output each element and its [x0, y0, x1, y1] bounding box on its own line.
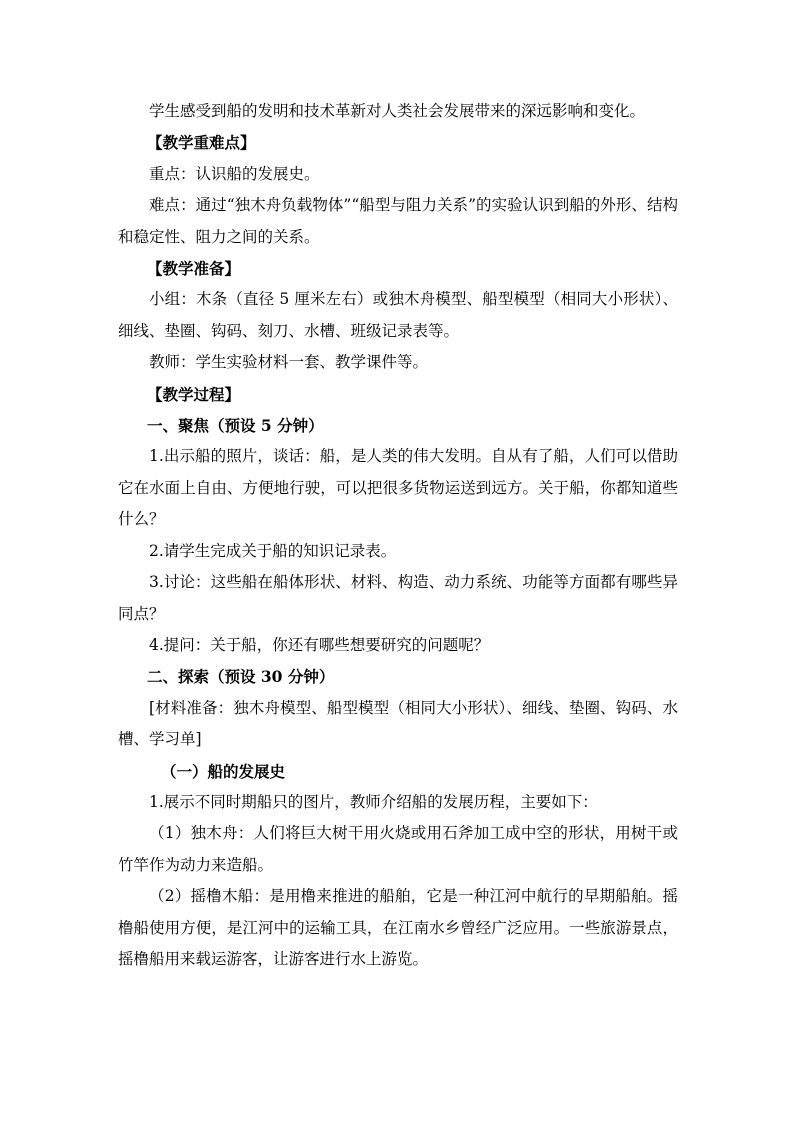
focus-stage-heading: 一、聚焦（预设 5 分钟）	[147, 416, 324, 436]
document-body	[118, 96, 678, 975]
history-item-1: 1.展示不同时期船只的图片，教师介绍船的发展历程，主要如下：	[149, 792, 598, 811]
focus-text: 重点：认识船的发展史。	[149, 164, 320, 183]
boat-history-heading: （一）船的发展史	[161, 761, 286, 781]
teacher-materials-text: 教师：学生实验材料一套、教学课件等。	[149, 353, 429, 372]
difficulty-text: 难点：通过“独木舟负载物体”“船型与阻力关系”的实验认识到船的外形、结构和稳定性、阻力之间的关系。	[118, 196, 678, 246]
explore-stage-heading: 二、探索（预设 30 分钟）	[147, 667, 335, 687]
intro-line: 学生感受到船的发明和技术革新对人类社会发展带来的深远影响和变化。	[149, 102, 646, 120]
scull-boat-text: （2）摇橹木船：是用橹来推进的船舶，它是一种江河中航行的早期船舶。摇橹船使用方便，是江河中的运输工具，在江南水乡曾经广泛应用。一些旅游景点，摇橹船用来载运游客，让游客进行水上游览。	[118, 887, 678, 968]
group-materials-text: 小组：木条（直径 5 厘米左右）或独木舟模型、船型模型（相同大小形状）、细线、垫圈、钩码、刻刀、水槽、班级记录表等。	[118, 290, 678, 340]
focus-item-2: 2.请学生完成关于船的知识记录表。	[149, 541, 397, 560]
preparation-heading: 【教学准备】	[147, 259, 241, 279]
key-points-heading: 【教学重难点】	[147, 133, 256, 153]
focus-item-1: 1.出示船的照片，谈话：船，是人类的伟大发明。自从有了船，人们可以借助它在水面上自由、方便地行驶，可以把很多货物运送到远方。关于船，你都知道些什么？	[118, 447, 678, 529]
materials-note: [材料准备：独木舟模型、船型模型（相同大小形状）、细线、垫圈、钩码、水槽、学习单]	[118, 698, 678, 749]
process-heading: 【教学过程】	[147, 384, 241, 404]
focus-item-4: 4.提问：关于船，你还有哪些想要研究的问题呢？	[149, 635, 490, 654]
canoe-text: （1）独木舟：人们将巨大树干用火烧或用石斧加工成中空的形状，用树干或竹竿作为动力来造船。	[118, 824, 678, 874]
focus-item-3: 3.讨论：这些船在船体形状、材料、构造、动力系统、功能等方面都有哪些异同点？	[118, 573, 678, 623]
